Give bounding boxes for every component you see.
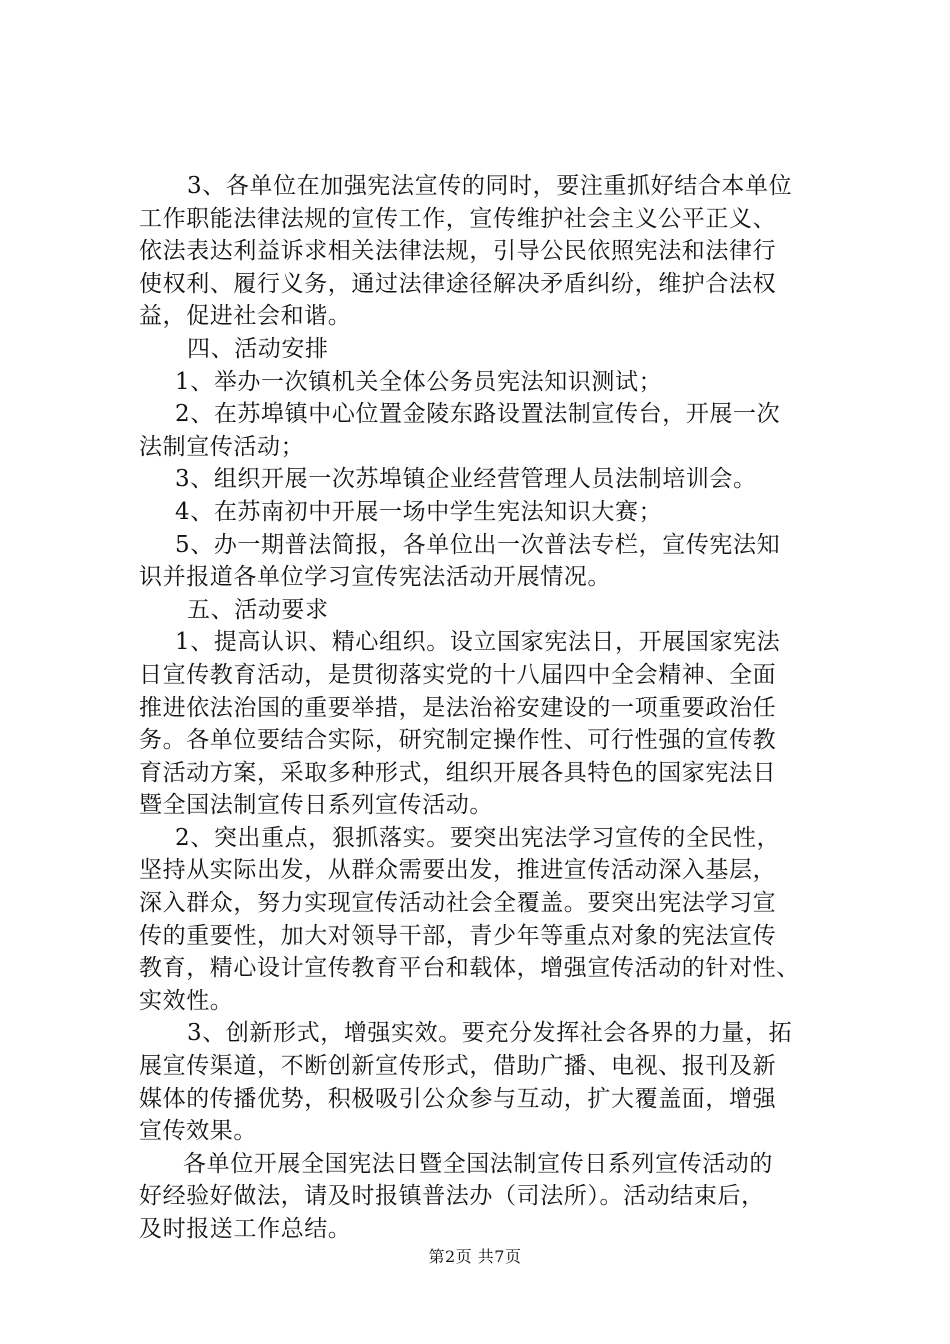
paragraph-line: 推进依法治国的重要举措，是法治裕安建设的一项重要政治任	[139, 694, 777, 721]
document-body	[139, 170, 839, 1246]
paragraph-line: 务。各单位要结合实际，研究制定操作性、可行性强的宣传教	[139, 727, 777, 754]
section-heading: 四、活动安排	[187, 335, 329, 362]
paragraph-line: 宣传效果。	[139, 1118, 257, 1145]
page-number-footer: 第2页 共7页	[428, 1247, 522, 1266]
paragraph-line: 传的重要性，加大对领导干部，青少年等重点对象的宪法宣传	[139, 922, 777, 949]
paragraph-line: 依法表达利益诉求相关法律法规，引导公民依照宪法和法律行	[139, 238, 777, 265]
list-item: 4、在苏南初中开展一场中学生宪法知识大赛；	[175, 498, 663, 525]
list-item: 3、组织开展一次苏埠镇企业经营管理人员法制培训会。	[175, 466, 757, 493]
paragraph-line: 3、各单位在加强宪法宣传的同时，要注重抓好结合本单位	[187, 173, 793, 199]
paragraph-line: 实效性。	[139, 987, 234, 1014]
paragraph-line: 益，促进社会和谐。	[139, 303, 352, 330]
list-item: 3、创新形式，增强实效。要充分发挥社会各界的力量，拓	[187, 1020, 793, 1047]
paragraph-line: 法制宣传活动；	[139, 433, 305, 460]
section-heading: 五、活动要求	[187, 596, 329, 623]
paragraph-line: 各单位开展全国宪法日暨全国法制宣传日系列宣传活动的	[183, 1150, 773, 1177]
list-item: 5、办一期普法简报，各单位出一次普法专栏，宣传宪法知	[175, 531, 781, 558]
paragraph-line: 展宣传渠道，不断创新宣传形式，借助广播、电视、报刊及新	[139, 1053, 777, 1080]
paragraph-line: 好经验好做法，请及时报镇普法办（司法所）。活动结束后，	[139, 1183, 765, 1210]
paragraph-line: 深入群众，努力实现宣传活动社会全覆盖。要突出宪法学习宣	[139, 890, 777, 917]
list-item: 2、突出重点，狠抓落实。要突出宪法学习宣传的全民性，	[175, 824, 781, 851]
paragraph-line: 识并报道各单位学习宣传宪法活动开展情况。	[139, 564, 611, 591]
paragraph-line: 媒体的传播优势，积极吸引公众参与互动，扩大覆盖面，增强	[139, 1085, 777, 1112]
paragraph-line: 坚持从实际出发，从群众需要出发，推进宣传活动深入基层，	[139, 857, 777, 884]
paragraph-line: 日宣传教育活动，是贯彻落实党的十八届四中全会精神、全面	[139, 661, 777, 688]
paragraph-line: 工作职能法律法规的宣传工作，宣传维护社会主义公平正义、	[139, 205, 777, 232]
paragraph-line: 教育，精心设计宣传教育平台和载体，增强宣传活动的针对性、	[139, 955, 800, 982]
list-item: 2、在苏埠镇中心位置金陵东路设置法制宣传台，开展一次	[175, 401, 781, 428]
paragraph-line: 及时报送工作总结。	[139, 1216, 352, 1242]
list-item: 1、举办一次镇机关全体公务员宪法知识测试；	[175, 368, 663, 395]
list-item: 1、提高认识、精心组织。设立国家宪法日，开展国家宪法	[175, 629, 781, 656]
paragraph-line: 育活动方案，采取多种形式，组织开展各具特色的国家宪法日	[139, 759, 777, 786]
paragraph-line: 使权利、履行义务，通过法律途径解决矛盾纠纷，维护合法权	[139, 270, 777, 297]
paragraph-line: 暨全国法制宣传日系列宣传活动。	[139, 792, 493, 819]
